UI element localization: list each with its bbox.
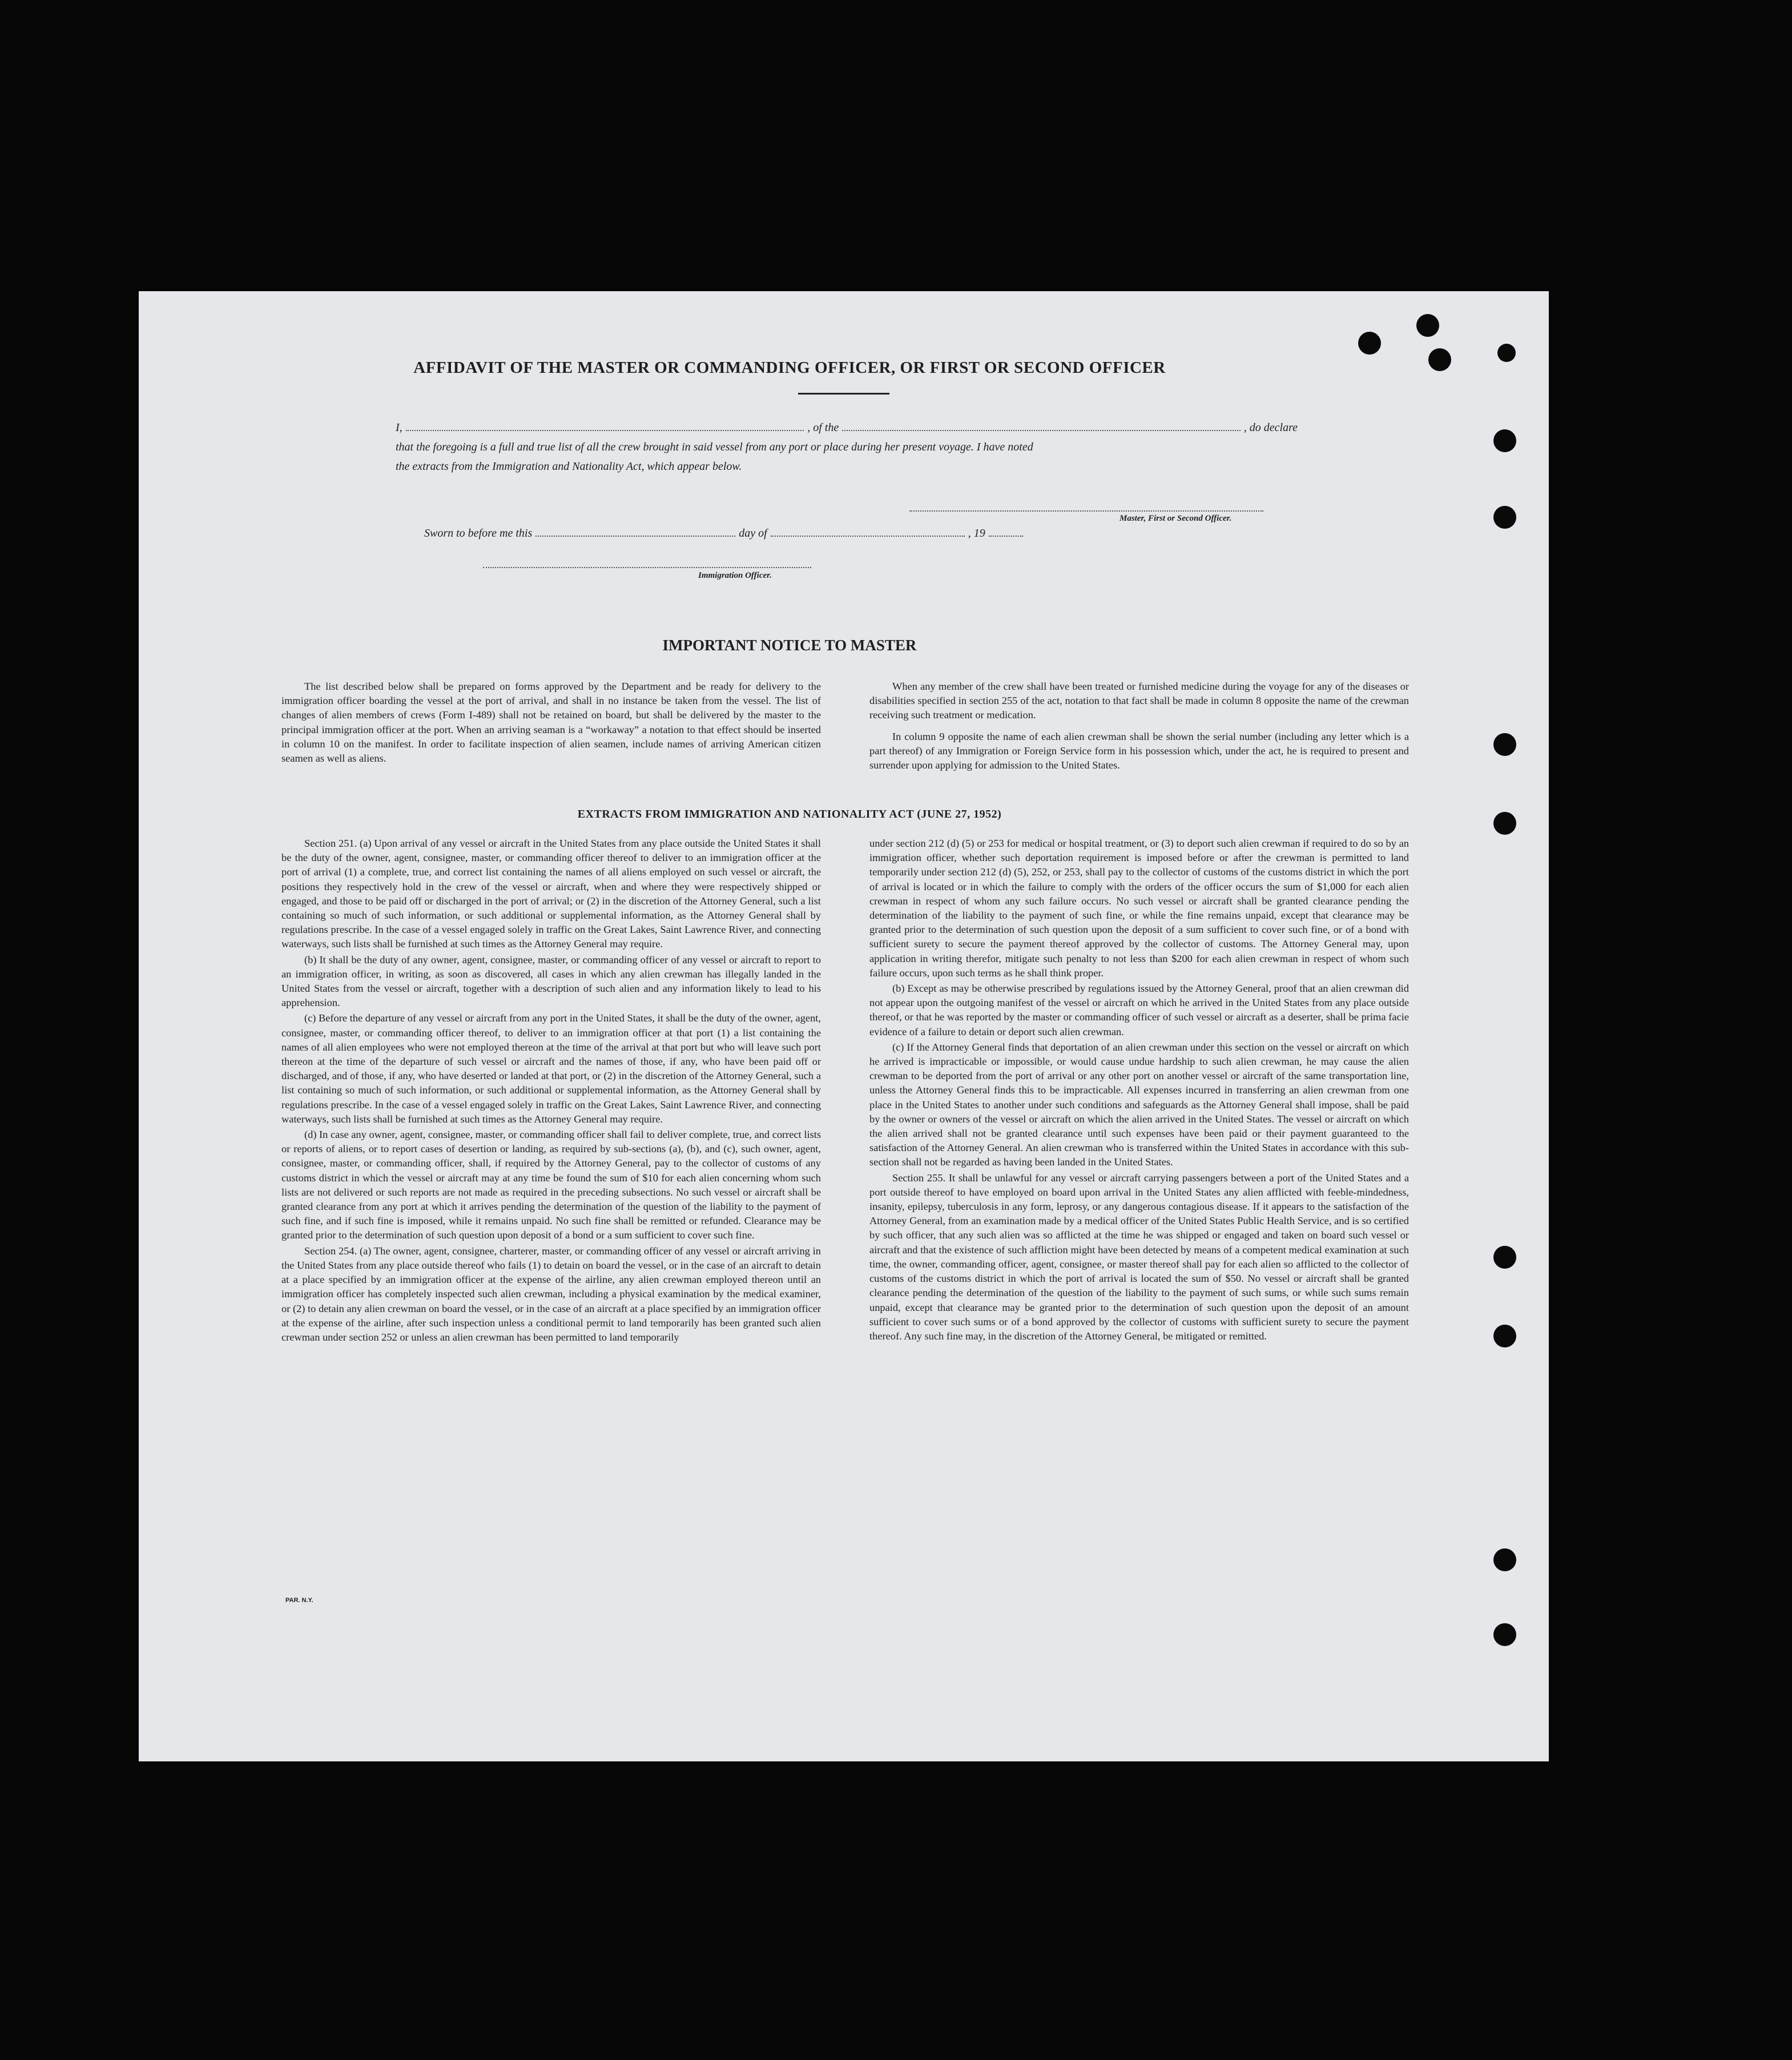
- year-field[interactable]: [989, 525, 1023, 537]
- year-prefix-label: , 19: [968, 527, 985, 540]
- officer-signature-field[interactable]: [483, 567, 811, 568]
- sworn-date-field[interactable]: [535, 525, 735, 537]
- punch-hole: [1493, 733, 1516, 756]
- notice-left-column: [281, 679, 821, 767]
- master-signature-field[interactable]: [909, 510, 1263, 512]
- notice-paragraph: In column 9 opposite the name of each alien crewman shall be shown the serial number (including any letter which is a part thereof) of any Immigration or Foreign Service form in his possession which, under the act, he is required to present and surrender upon applying for admission to the United States.: [869, 730, 1409, 771]
- extract-paragraph: (d) In case any owner, agent, consignee, master, or commanding officer shall fail to deliver complete, true, and correct lists or reports of aliens, or to report cases of desertion or landing, as required by sub-sections (a), (b), and (c), such owner, agent, consignee, master, or commanding officer, shall, if required by the Attorney General, pay to the collector of customs of any customs district in which the vessel or aircraft may at any time be found the sum of $10 for each alien concerning whom such lists are not delivered or such reports are not made as required in the preceding subsections. No such vessel or aircraft shall be granted clearance from any port at which it arrives pending the determination of the question of the liability to the payment of such fine, and if such fine is imposed, while it remains unpaid. No such fine shall be remitted or refunded. Clearance may be granted prior to the determination of such question upon deposit of a bond or a sum sufficient to cover such fine.: [281, 1129, 821, 1241]
- name-field[interactable]: [406, 420, 804, 431]
- punch-hole: [1493, 506, 1516, 529]
- title-divider: [798, 393, 889, 395]
- extracts-title: EXTRACTS FROM IMMIGRATION AND NATIONALITY ACT (JUNE 27, 1952): [577, 808, 1002, 820]
- punch-hole: [1416, 314, 1439, 337]
- extracts-left-column: [281, 836, 821, 1346]
- day-of-label: day of: [739, 527, 767, 540]
- extracts-right-column: [869, 836, 1409, 1345]
- punch-hole: [1493, 1623, 1516, 1646]
- extract-paragraph: Section 254. (a) The owner, agent, consignee, charterer, master, or commanding officer of any vessel or aircraft arriving in the United States from any place outside thereof who fails (1) to detain on board the vessel, or in the case of an aircraft to detain at a place specified by an immigration officer at the expense of the airline, any alien crewman employed thereon until an immigration officer has completely inspected such alien crewman, including a physical examination by the medical examiner, or (2) to detain any alien crewman on board the vessel, or in the case of an aircraft at a place specified by an immigration officer at the expense of the airline, after such inspection unless a conditional permit to land temporarily has been granted such alien crewman under section 252 or unless an alien crewman has been permitted to land temporarily: [281, 1245, 821, 1343]
- notice-paragraph: When any member of the crew shall have been treated or furnished medicine during the voyage for any of the diseases or disabilities specified in section 255 of the act, notation to that fact shall be made in column 8 opposite the name of the crewman receiving such treatment or medication.: [869, 681, 1409, 721]
- affidavit-text-line-2: the extracts from the Immigration and Nationality Act, which appear below.: [396, 460, 742, 473]
- punch-hole: [1493, 1246, 1516, 1269]
- sworn-label: Sworn to before me this: [424, 527, 533, 540]
- affidavit-statement: [396, 418, 1298, 476]
- notice-right-column: [869, 679, 1409, 774]
- punch-hole: [1493, 1548, 1516, 1571]
- punch-hole: [1493, 429, 1516, 452]
- punch-hole: [1358, 332, 1381, 355]
- officer-signature-label: Immigration Officer.: [698, 571, 772, 580]
- punch-hole: [1493, 812, 1516, 835]
- notice-paragraph: The list described below shall be prepared on forms approved by the Department and be ready for delivery to the immigration officer boarding the vessel at the port of arrival, and shall in no instance be taken from the vessel. The list of changes of alien members of crews (Form I-489) shall not be retained on board, but shall be delivered by the master to the principal immigration officer at the port. When an arriving seaman is a “workaway” a notation to that effect should be inserted in column 10 on the manifest. In order to facilitate inspection of alien seamen, include names of arriving American citizen seamen as well as aliens.: [281, 681, 821, 765]
- form-page: [139, 291, 1549, 1761]
- affidavit-i-label: I,: [396, 421, 402, 434]
- notice-title: IMPORTANT NOTICE TO MASTER: [662, 637, 917, 654]
- month-field[interactable]: [771, 525, 965, 537]
- extract-paragraph: Section 255. It shall be unlawful for any vessel or aircraft carrying passengers between a port of the United States and a port outside thereof to have employed on board upon arrival in the United States any alien afflicted with feeble-mindedness, insanity, epilepsy, tuberculosis in any form, leprosy, or any dangerous contagious disease. If it appears to the satisfaction of the Attorney General, from an examination made by a medical officer of the United States Public Health Service, and is so certified by such officer, that any such alien was so afflicted at the time he was shipped or engaged and taken on board such vessel or aircraft and that the existence of such affliction might have been detected by means of a competent medical examination at such time, the owner, commanding officer, agent, consignee, or master thereof shall pay for each alien so afflicted to the collector of customs of the customs district in which the port of arrival is located the sum of $50. No vessel or aircraft shall be granted clearance pending the determination of the question of the liability to the payment of such sums, or while such sums remain unpaid, except that clearance may be granted prior to the determination of such question upon the deposit of an amount sufficient to cover such sums or of a bond approved by the collector of customs with sufficient surety to secure the payment thereof. Any such fine may, in the discretion of the Attorney General, be mitigated or remitted.: [869, 1172, 1409, 1342]
- affidavit-do-declare-label: , do declare: [1243, 421, 1298, 434]
- extract-paragraph: Section 251. (a) Upon arrival of any vessel or aircraft in the United States from any place outside the United States it shall be the duty of the owner, agent, consignee, master, or commanding officer thereof to deliver to an immigration officer at the port of arrival (1) a complete, true, and correct list containing the names of all aliens employed on such vessel or aircraft, the positions they respectively hold in the crew of the vessel or aircraft, when and where they were respectively shipped or engaged, and those to be paid off or discharged in the port of arrival; or (2) in the discretion of the Attorney General, such a list containing so much of such information, or such additional or supplemental information, as the Attorney General shall by regulations prescribe. In the case of a vessel engaged solely in traffic on the Great Lakes, Saint Lawrence River, and connecting waterways, such lists shall be furnished at such times as the Attorney General may require.: [281, 838, 821, 950]
- punch-hole: [1497, 344, 1516, 362]
- master-signature-label: Master, First or Second Officer.: [1120, 514, 1232, 523]
- extract-paragraph: under section 212 (d) (5) or 253 for medical or hospital treatment, or (3) to deport such alien crewman if required to do so by an immigration officer, whether such deportation requirement is imposed before or after the crewman is permitted to land temporarily under section 212 (d) (5), 252, or 253, shall pay to the collector of customs of the customs district in which the port of arrival is located or in which the failure to comply with the orders of the officer occurs the sum of $1,000 for each alien crewman in respect of whom any such failure occurs. No such vessel or aircraft shall be granted clearance pending the determination of the liability to the payment of such fine, or while the fine remains unpaid, except that clearance may be granted prior to the determination of such question upon the deposit of a sum sufficient to cover such fine, or of a bond with sufficient surety to secure the payment thereof approved by the collector of customs. The Attorney General may, upon application in writing therefor, mitigate such penalty to not less than $200 for each alien crewman in respect of whom such failure occurs, upon such terms as he shall think proper.: [869, 838, 1409, 979]
- sworn-line: [424, 525, 1081, 540]
- vessel-field[interactable]: [842, 420, 1241, 431]
- affidavit-of-the-label: , of the: [807, 421, 839, 434]
- extract-paragraph: (c) Before the departure of any vessel or aircraft from any port in the United States, it shall be the duty of the owner, agent, consignee, master, or commanding officer thereof, to deliver to an immigration officer at that port (1) a list containing the names of all alien employees who were not employed thereon at the time of the arrival at that port but who will leave such port thereon at the time of the departure of such vessel or aircraft and the names of those, if any, who have been paid off or discharged, and of those, if any, who have deserted or landed at that port, or (2) in the discretion of the Attorney General, such a list containing so much of such information, or such additional or supplemental information, as the Attorney General shall by regulations prescribe. In the case of a vessel engaged solely in traffic on the Great Lakes, Saint Lawrence River, and connecting waterways, such lists shall be furnished at such times as the Attorney General may require.: [281, 1012, 821, 1125]
- extract-paragraph: (b) It shall be the duty of any owner, agent, consignee, master, or commanding officer of any vessel or aircraft to report to an immigration officer, in writing, as soon as discovered, all cases in which any alien crewman has illegally landed in the United States from the vessel or aircraft, together with a description of such alien and any information likely to lead to his apprehension.: [281, 953, 821, 1009]
- extract-paragraph: (b) Except as may be otherwise prescribed by regulations issued by the Attorney General, proof that an alien crewman did not appear upon the outgoing manifest of the vessel or aircraft on which he arrived in the United States from any place outside thereof, or that he was reported by the master or commanding officer of such vessel or aircraft as a deserter, shall be prima facie evidence of a failure to detain or deport such alien crewman.: [869, 983, 1409, 1037]
- affidavit-text-line-1: that the foregoing is a full and true list of all the crew brought in said vessel from any port or place during her present voyage. I have noted: [396, 441, 1033, 453]
- affidavit-title: AFFIDAVIT OF THE MASTER OR COMMANDING OFFICER, OR FIRST OR SECOND OFFICER: [413, 359, 1166, 377]
- printer-mark: PAR. N.Y.: [285, 1597, 313, 1604]
- punch-hole: [1493, 1325, 1516, 1347]
- punch-hole: [1428, 348, 1451, 371]
- extract-paragraph: (c) If the Attorney General finds that deportation of an alien crewman under this section on the vessel or aircraft on which he arrived is impracticable or impossible, or would cause undue hardship to such alien crewman, he may cause the alien crewman to be deported from the port of arrival or any other port on another vessel or aircraft of the same transportation line, unless the Attorney General finds this to be impracticable. All expenses incurred in transferring an alien crewman from one place in the United States to another under such conditions and safeguards as the Attorney General shall impose, shall be paid by the owner or owners of the vessel or aircraft on which the alien arrived in the United States. The vessel or aircraft on which the alien arrived shall not be granted clearance until such expenses have been paid or their payment guaranteed to the satisfaction of the Attorney General. An alien crewman who is transferred within the United States in accordance with this sub-section shall not be regarded as having been landed in the United States.: [869, 1041, 1409, 1168]
